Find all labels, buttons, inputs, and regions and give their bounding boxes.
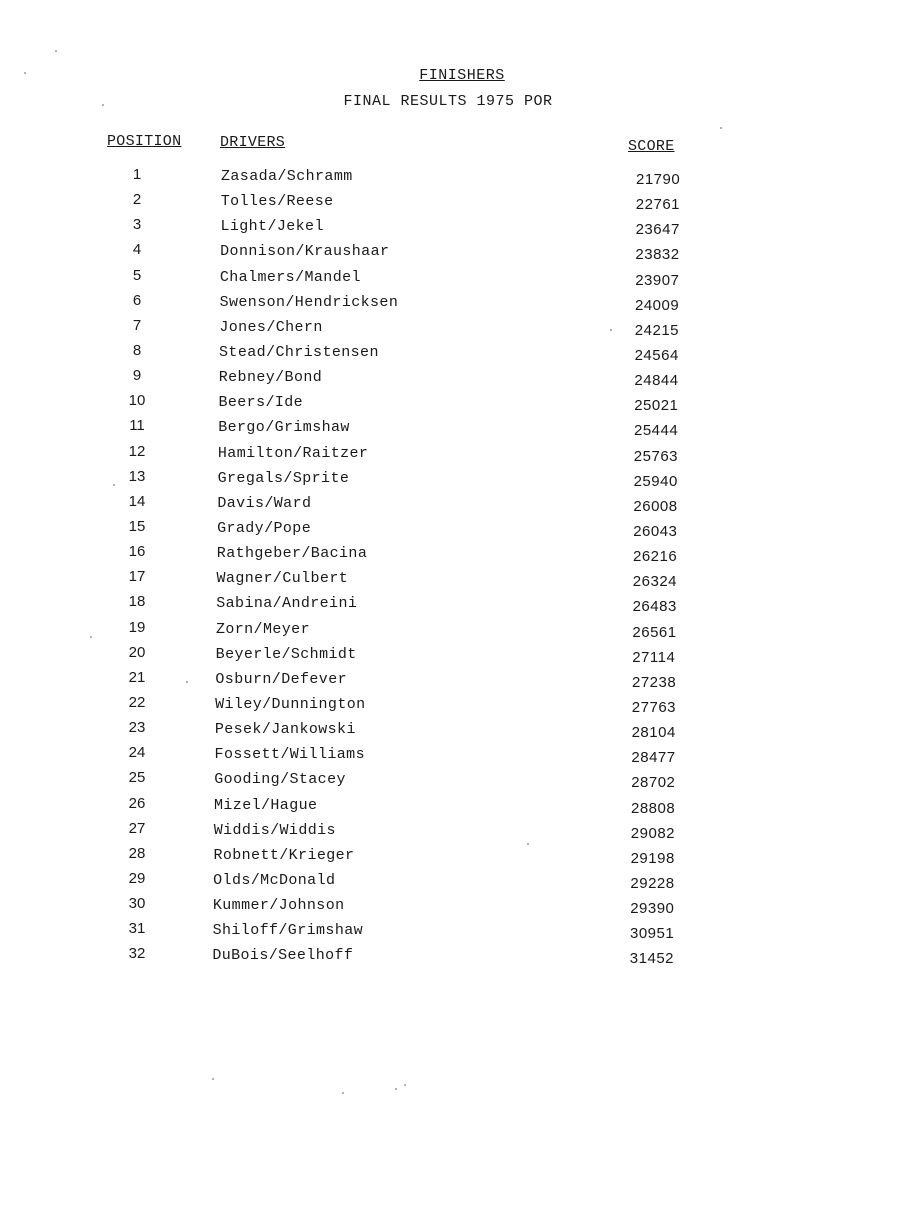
table-row	[0, 644, 900, 669]
table-row	[0, 392, 900, 417]
position-cell: 22	[128, 693, 146, 711]
score-cell: 26216	[633, 548, 678, 566]
scan-speck	[395, 1088, 397, 1090]
score-cell: 27114	[632, 648, 676, 666]
table-row	[0, 619, 900, 644]
position-cell: 27	[128, 819, 146, 837]
table-row	[0, 267, 900, 292]
position-cell: 29	[128, 869, 146, 887]
table-row	[0, 694, 900, 719]
table-row	[0, 543, 900, 568]
drivers-cell: Fossett/Williams	[214, 746, 365, 764]
score-cell: 24009	[635, 296, 680, 314]
position-cell: 19	[128, 618, 146, 636]
position-cell: 23	[128, 719, 146, 737]
drivers-cell: Kummer/Johnson	[212, 897, 345, 915]
score-cell: 25940	[633, 472, 678, 490]
position-cell: 2	[132, 191, 142, 209]
score-cell: 28702	[631, 774, 676, 792]
position-cell: 31	[128, 920, 146, 938]
scan-speck	[212, 1078, 214, 1080]
results-table	[0, 166, 900, 971]
drivers-cell: Zasada/Schramm	[221, 168, 353, 185]
table-row	[0, 292, 900, 317]
position-cell: 6	[132, 291, 142, 309]
table-row	[0, 895, 900, 920]
score-cell: 23647	[635, 221, 680, 239]
score-cell: 29198	[630, 849, 675, 867]
table-row	[0, 417, 900, 442]
score-cell: 24215	[634, 321, 680, 339]
scan-speck	[102, 104, 104, 106]
table-row	[0, 443, 900, 468]
drivers-cell: Chalmers/Mandel	[219, 268, 361, 286]
table-row	[0, 241, 900, 266]
scan-speck	[186, 681, 188, 683]
drivers-cell: Wiley/Dunnington	[215, 695, 366, 713]
position-cell: 5	[132, 266, 142, 284]
drivers-cell: Grady/Pope	[217, 519, 312, 537]
score-cell: 25021	[634, 397, 679, 415]
scan-speck	[55, 50, 57, 52]
column-header-drivers: DRIVERS	[220, 134, 286, 151]
score-cell: 29082	[630, 824, 676, 842]
position-cell: 18	[128, 593, 146, 611]
score-cell: 22761	[635, 196, 681, 214]
table-row	[0, 518, 900, 543]
drivers-cell: Tolles/Reese	[220, 193, 334, 211]
score-cell: 24844	[634, 372, 679, 390]
drivers-cell: Hamilton/Raitzer	[217, 444, 369, 462]
drivers-cell: Gregals/Sprite	[217, 469, 350, 487]
drivers-cell: Stead/Christensen	[219, 343, 379, 361]
score-cell: 27763	[631, 698, 677, 716]
position-cell: 8	[132, 341, 142, 359]
position-cell: 7	[132, 316, 142, 334]
table-row	[0, 593, 900, 618]
score-cell: 24564	[634, 346, 679, 364]
table-row	[0, 191, 900, 216]
scan-speck	[24, 72, 26, 74]
drivers-cell: Pesek/Jankowski	[214, 721, 356, 739]
table-row	[0, 468, 900, 493]
scan-speck	[90, 636, 92, 638]
drivers-cell: Robnett/Krieger	[213, 846, 355, 864]
drivers-cell: Sabina/Andreini	[216, 595, 358, 613]
table-row	[0, 669, 900, 694]
score-cell: 30951	[630, 925, 675, 943]
score-cell: 28477	[631, 749, 676, 767]
drivers-cell: Bergo/Grimshaw	[218, 419, 350, 437]
drivers-cell: Light/Jekel	[220, 218, 324, 236]
drivers-cell: Widdis/Widdis	[213, 821, 336, 839]
score-cell: 26483	[632, 598, 677, 616]
table-row	[0, 568, 900, 593]
score-cell: 31452	[629, 950, 675, 968]
position-cell: 14	[128, 492, 146, 510]
drivers-cell: Osburn/Defever	[215, 670, 348, 688]
score-cell: 28104	[631, 724, 676, 742]
drivers-cell: Beyerle/Schmidt	[215, 645, 357, 663]
table-row	[0, 945, 900, 970]
position-cell: 20	[128, 643, 146, 661]
position-cell: 15	[128, 517, 146, 535]
drivers-cell: Davis/Ward	[217, 494, 312, 512]
drivers-cell: Donnison/Kraushaar	[220, 243, 390, 261]
score-cell: 26324	[632, 573, 678, 591]
score-cell: 29228	[630, 874, 675, 892]
table-row	[0, 493, 900, 518]
page-subtitle: FINAL RESULTS 1975 POR	[343, 93, 553, 110]
drivers-cell: Mizel/Hague	[214, 796, 318, 814]
drivers-cell: Swenson/Hendricksen	[219, 293, 399, 311]
table-row	[0, 317, 900, 342]
position-cell: 16	[128, 543, 146, 561]
scan-speck	[610, 329, 612, 331]
drivers-cell: Beers/Ide	[218, 394, 304, 412]
drivers-cell: Zorn/Meyer	[215, 620, 310, 638]
score-cell: 23832	[635, 246, 680, 264]
position-cell: 3	[132, 216, 142, 234]
position-cell: 24	[128, 744, 146, 762]
score-cell: 25763	[633, 447, 679, 465]
position-cell: 28	[128, 844, 146, 862]
drivers-cell: Gooding/Stacey	[214, 771, 346, 789]
position-cell: 9	[132, 367, 142, 385]
position-cell: 17	[128, 568, 146, 586]
scan-speck	[527, 843, 529, 845]
position-cell: 26	[128, 794, 146, 812]
position-cell: 10	[128, 392, 146, 410]
score-cell: 21790	[636, 171, 681, 188]
position-cell: 21	[128, 668, 146, 686]
score-cell: 26008	[633, 497, 678, 515]
table-row	[0, 870, 900, 895]
position-cell: 25	[128, 769, 146, 787]
scan-speck	[342, 1092, 344, 1094]
scan-speck	[113, 484, 115, 486]
score-cell: 27238	[632, 673, 677, 691]
score-cell: 26043	[633, 522, 678, 540]
table-row	[0, 845, 900, 870]
table-row	[0, 367, 900, 392]
drivers-cell: DuBois/Seelhoff	[212, 947, 354, 965]
drivers-cell: Olds/McDonald	[213, 871, 336, 889]
table-row	[0, 719, 900, 744]
drivers-cell: Shiloff/Grimshaw	[212, 922, 364, 940]
position-cell: 30	[128, 895, 146, 913]
drivers-cell: Rathgeber/Bacina	[216, 545, 368, 563]
scan-speck	[720, 127, 722, 129]
position-cell: 32	[128, 945, 146, 963]
position-cell: 4	[132, 241, 142, 259]
score-cell: 25444	[634, 422, 679, 440]
column-header-score: SCORE	[628, 138, 675, 155]
page-title: FINISHERS	[419, 67, 505, 84]
position-cell: 13	[128, 467, 146, 485]
score-cell: 23907	[635, 271, 680, 289]
drivers-cell: Rebney/Bond	[218, 369, 323, 387]
table-row	[0, 820, 900, 845]
position-cell: 1	[132, 166, 142, 183]
score-cell: 26561	[632, 623, 677, 641]
table-row	[0, 795, 900, 820]
score-cell: 29390	[630, 900, 675, 918]
table-row	[0, 166, 900, 191]
table-row	[0, 920, 900, 945]
column-header-position: POSITION	[107, 133, 182, 150]
table-row	[0, 342, 900, 367]
position-cell: 12	[128, 442, 146, 460]
scan-speck	[404, 1084, 406, 1086]
score-cell: 28808	[631, 799, 676, 817]
drivers-cell: Wagner/Culbert	[216, 570, 349, 588]
position-cell: 11	[129, 417, 145, 435]
drivers-cell: Jones/Chern	[219, 318, 323, 336]
table-row	[0, 744, 900, 769]
table-row	[0, 769, 900, 794]
table-row	[0, 216, 900, 241]
